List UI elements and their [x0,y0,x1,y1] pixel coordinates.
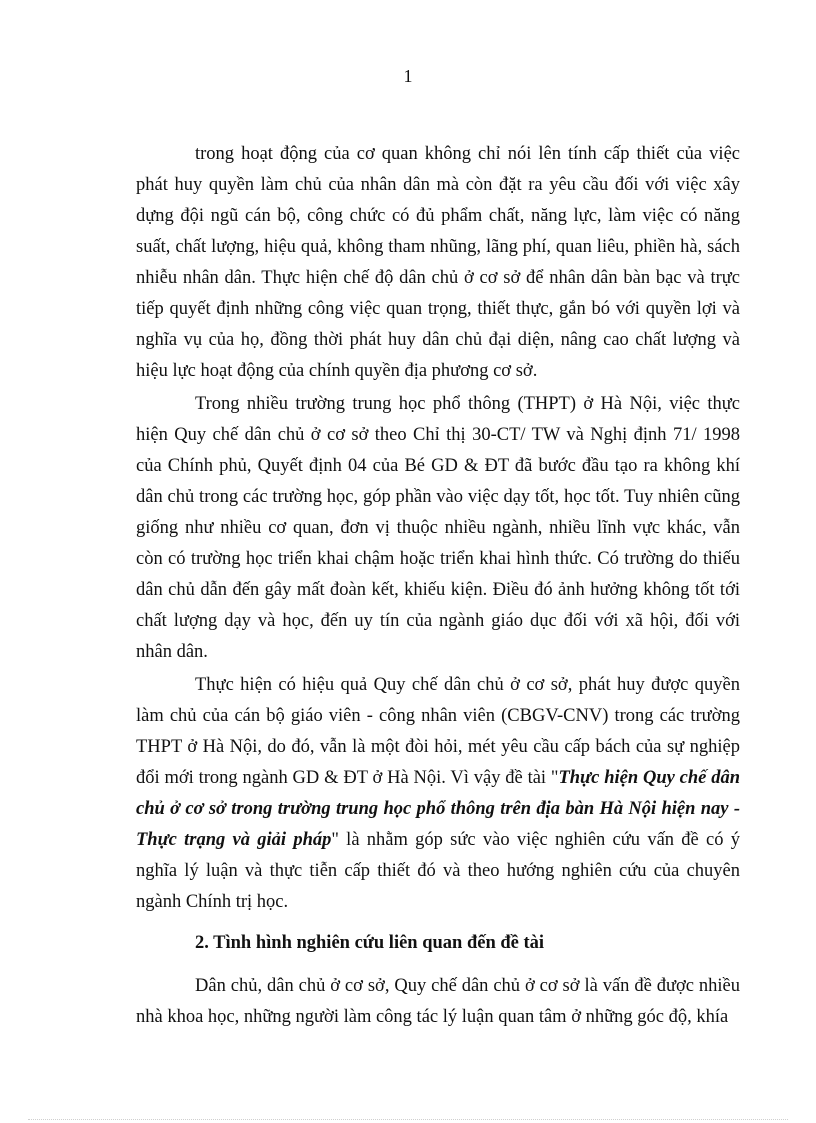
paragraph-3-lead: Thực hiện có hiệu quả Quy chế dân chủ ở cơ sở, phát huy được quyền làm chủ của cán bộ giáo viên - công nhân viên (CBGV-CNV) trong các trường THPT ở Hà Nội, do đó, vẫn là một đòi hỏi, mét yêu cầu cấp bách của sự nghiệp đổi mới trong ngành GD & ĐT ở Hà Nội. Vì vậy đề tài " [136,675,740,788]
paragraph-1: trong hoạt động của cơ quan không chỉ nói lên tính cấp thiết của việc phát huy quyền làm chủ của nhân dân mà còn đặt ra yêu cầu đối với việc xây dựng đội ngũ cán bộ, công chức có đủ phẩm chất, năng lực, làm việc có năng suất, chất lượng, hiệu quả, không tham nhũng, lãng phí, quan liêu, phiền hà, sách nhiễu nhân dân. Thực hiện chế độ dân chủ ở cơ sở để nhân dân bàn bạc và trực tiếp quyết định những công việc quan trọng, thiết thực, gắn bó với quyền lợi và nghĩa vụ của họ, đồng thời phát huy dân chủ đại diện, nâng cao chất lượng và hiệu lực hoạt động của chính quyền địa phương cơ sở. [136,144,740,381]
section-heading: 2. Tình hình nghiên cứu liên quan đến đề tài [195,933,545,953]
document-body [136,139,740,1033]
paragraph-3 [136,670,740,918]
paragraph-4: Dân chủ, dân chủ ở cơ sở, Quy chế dân chủ ở cơ sở là vấn đề được nhiều nhà khoa học, những người làm công tác lý luận quan tâm ở những góc độ, khía [136,976,740,1027]
paragraph-2: Trong nhiều trường trung học phổ thông (THPT) ở Hà Nội, việc thực hiện Quy chế dân chủ ở cơ sở theo Chỉ thị 30-CT/ TW và Nghị định 71/ 1998 của Chính phủ, Quyết định 04 của Bé GD & ĐT đã bước đầu tạo ra không khí dân chủ trong các trường học, góp phần vào việc dạy tốt, học tốt. Tuy nhiên cũng giống như nhiều cơ quan, đơn vị thuộc nhiều ngành, nhiều lĩnh vực khác, vẫn còn có trường học triển khai chậm hoặc triển khai hình thức. Có trường do thiếu dân chủ dẫn đến gây mất đoàn kết, khiếu kiện. Điều đó ảnh hưởng không tốt tới chất lượng dạy và học, đến uy tín của ngành giáo dục đối với xã hội, đối với nhân dân. [136,394,740,662]
paragraph-3-tail: " là nhằm góp sức vào việc nghiên cứu vấn đề có ý nghĩa lý luận và thực tiễn cấp thiết đó và theo hướng nghiên cứu của chuyên ngành Chính trị học. [136,830,740,912]
page-bottom-divider [28,1119,788,1120]
page-number: 1 [403,66,413,86]
thesis-title: Thực hiện Quy chế dân chủ ở cơ sở trong trường trung học phổ thông trên địa bàn Hà Nội hiện nay - Thực trạng và giải pháp [136,768,740,850]
